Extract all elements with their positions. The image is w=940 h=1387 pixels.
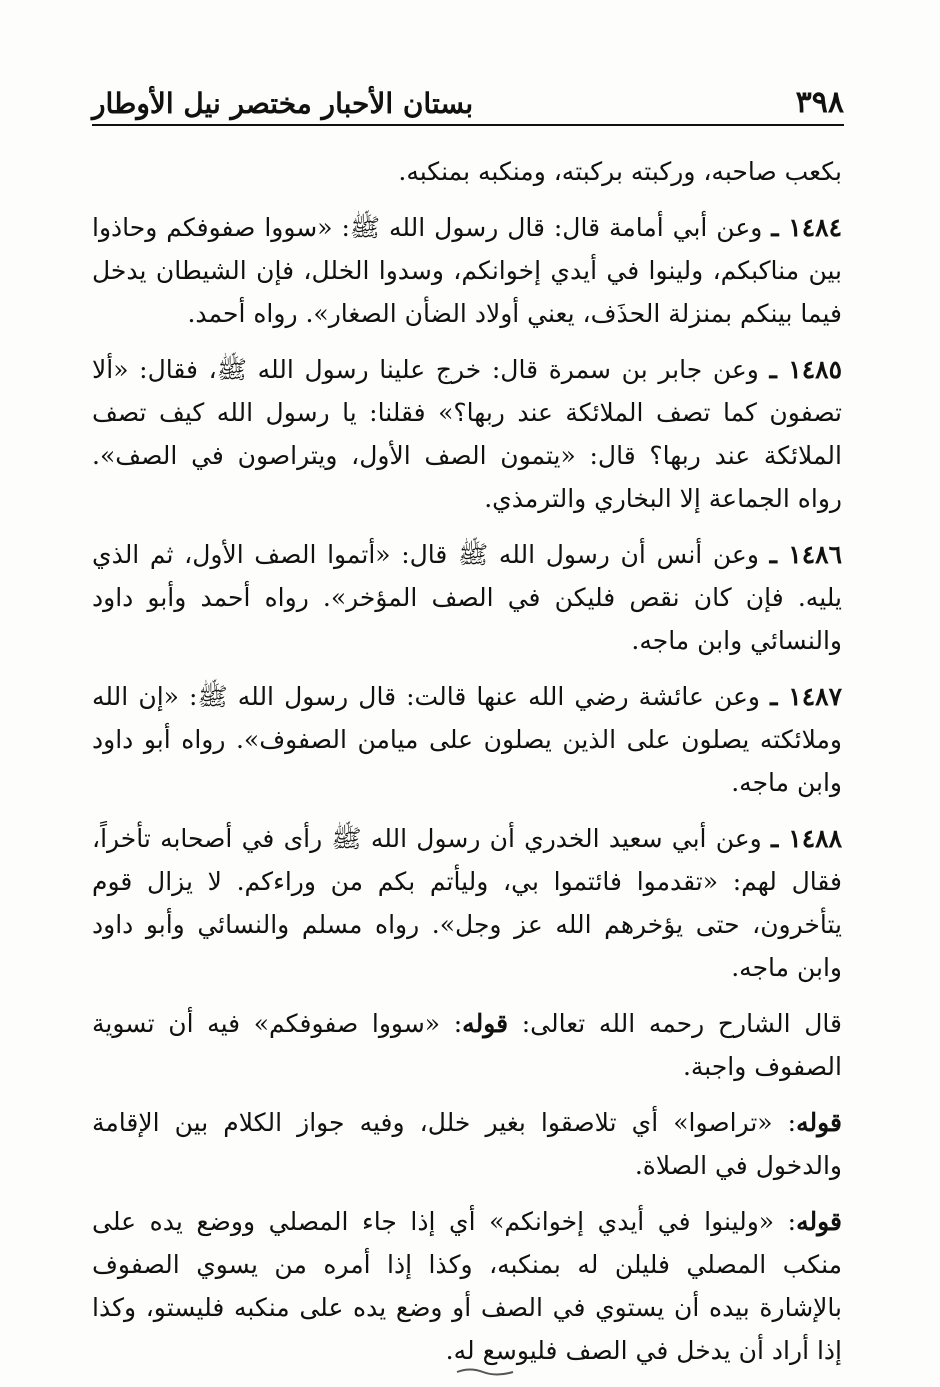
commentary-keyword: قوله [462,1009,509,1038]
commentary-text: : «تراصوا» أي تلاصقوا بغير خلل، وفيه جواز الكلام بين الإقامة والدخول في الصلاة. [92,1108,842,1180]
hadith-1487 [92,675,842,804]
hadith-number: ١٤٨٤ ـ [771,213,842,242]
page-number: ٣٩٨ [795,85,844,120]
hadith-number: ١٤٨٧ ـ [770,682,842,711]
commentary-tarassu [92,1101,842,1187]
commentary-keyword: قوله [796,1207,842,1236]
commentary-keyword: قوله [796,1108,842,1137]
hadith-1488 [92,817,842,989]
hadith-number: ١٤٨٦ ـ [769,540,843,569]
commentary-text: : «سووا صفوفكم» فيه أن تسوية الصفوف واجبة. [92,1009,842,1081]
commentary-intro [92,1002,842,1088]
hadith-text: وعن أبي أمامة قال: قال رسول الله ﷺ: «سووا صفوفكم وحاذوا بين مناكبكم، ولينوا في أيدي إخوانكم، وسدوا الخلل، فإن الشيطان يدخل فيما بينكم بمنزلة الحذَف، يعني أولاد الضأن الصغار». رواه أحمد. [92,213,842,328]
commentary-prefix: قال الشارح رحمه الله تعالى: [508,1009,842,1038]
hadith-text: وعن عائشة رضي الله عنها قالت: قال رسول الله ﷺ: «إن الله وملائكته يصلون على الذين يصلون على ميامن الصفوف». رواه أبو داود وابن ماجه. [92,682,842,797]
hadith-number: ١٤٨٨ ـ [770,824,842,853]
page-header [92,78,844,126]
hadith-number: ١٤٨٥ ـ [769,355,843,384]
footer-ornament-icon [455,1366,515,1378]
commentary-linu [92,1200,842,1372]
paragraph-continuation [92,150,842,193]
book-title: بستان الأحبار مختصر نيل الأوطار [92,87,474,120]
hadith-text: وعن أنس أن رسول الله ﷺ قال: «أتموا الصف الأول، ثم الذي يليه. فإن كان نقص فليكن في الصف المؤخر». رواه أحمد وأبو داود والنسائي وابن ماجه. [92,540,842,655]
commentary-text: : «ولينوا في أيدي إخوانكم» أي إذا جاء المصلي ووضع يده على منكب المصلي فليلن له بمنكبه، وكذا إذا أمره من يسوي الصفوف بالإشارة بيده أن يستوي في الصف أو وضع يده على منكبه فليستو، وكذا إذا أراد أن يدخل في الصف فليوسع له. [92,1207,842,1365]
hadith-1484 [92,206,842,335]
hadith-text: وعن أبي سعيد الخدري أن رسول الله ﷺ رأى في أصحابه تأخراً، فقال لهم: «تقدموا فائتموا بي، وليأتم بكم من وراءكم. لا يزال قوم يتأخرون، حتى يؤخرهم الله عز وجل». رواه مسلم والنسائي وأبو داود وابن ماجه. [92,824,842,982]
hadith-text: وعن جابر بن سمرة قال: خرج علينا رسول الله ﷺ، فقال: «ألا تصفون كما تصف الملائكة عند ربها؟» فقلنا: يا رسول الله كيف تصف الملائكة عند ربها؟ قال: «يتمون الصف الأول، ويتراصون في الصف». رواه الجماعة إلا البخاري والترمذي. [92,355,842,513]
hadith-1486 [92,533,842,662]
page-body [92,150,842,1385]
hadith-1485 [92,348,842,520]
paragraph-text: بكعب صاحبه، وركبته بركبته، ومنكبه بمنكبه. [398,157,842,186]
